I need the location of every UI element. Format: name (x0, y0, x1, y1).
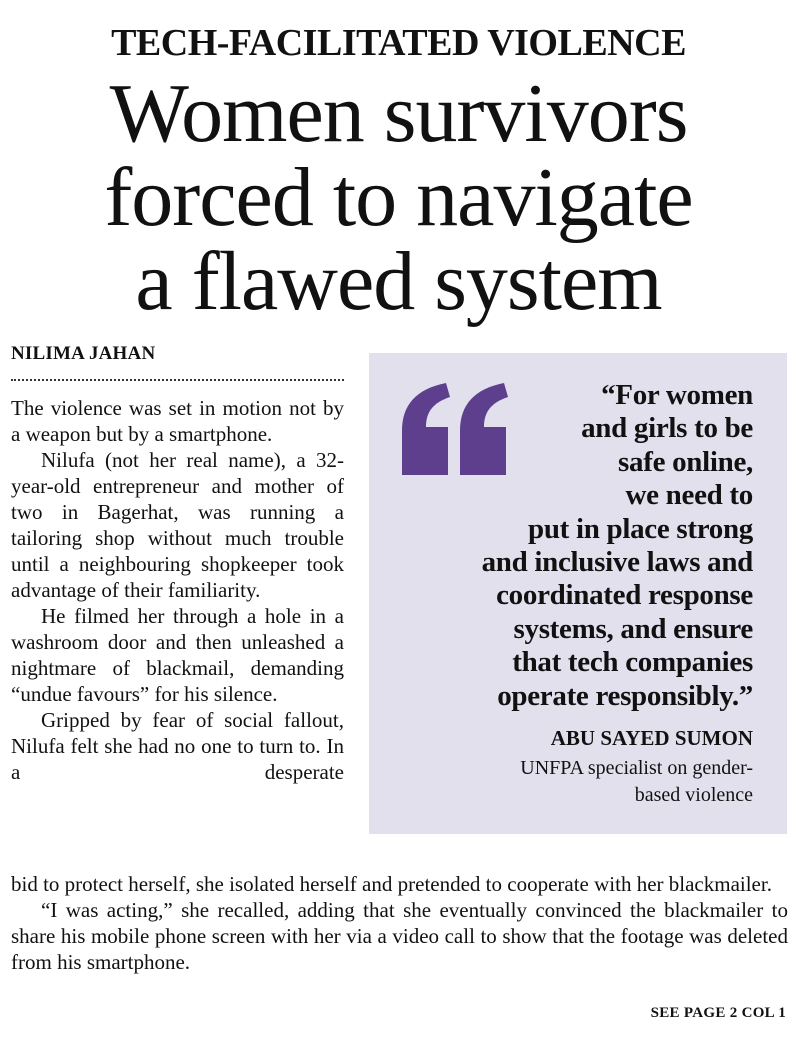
attribution-role-line: UNFPA specialist on gender- (520, 757, 753, 779)
headline-line-1: Women survivors (109, 67, 688, 160)
quote-line: that tech companies (512, 646, 753, 679)
byline: NILIMA JAHAN (11, 343, 156, 364)
body-full-width (11, 871, 788, 975)
quote-line: coordinated response (496, 579, 753, 612)
paragraph: bid to protect herself, she isolated herself and pretended to cooperate with her blackmailer. (11, 872, 772, 896)
quote-line: and girls to be (581, 412, 753, 445)
pull-quote-text (393, 379, 753, 713)
quote-attribution-role (413, 755, 753, 809)
attribution-role-line: based violence (634, 784, 753, 806)
headline (0, 67, 797, 328)
paragraph: “I was acting,” she recalled, adding that she eventually convinced the blackmailer to share his mobile phone screen with her via a video call to show that the footage was deleted from his smartphone. (11, 898, 788, 974)
quote-attribution-name: ABU SAYED SUMON (550, 726, 753, 750)
quote-line: systems, and ensure (513, 612, 753, 645)
pull-quote-box (369, 353, 787, 834)
quote-line: safe online, (618, 445, 753, 478)
headline-line-2: forced to navigate (104, 151, 693, 244)
continuation-link[interactable]: SEE PAGE 2 COL 1 (650, 1005, 786, 1021)
body-column (11, 395, 344, 785)
section-kicker: TECH-FACILITATED VIOLENCE (111, 22, 686, 64)
quote-line: we need to (625, 479, 753, 512)
byline-divider (11, 379, 344, 381)
paragraph: Gripped by fear of social fallout, Nilufa felt she had no one to turn to. In a desperate (11, 708, 344, 784)
quote-line: “For women (601, 379, 753, 411)
paragraph: The violence was set in motion not by a weapon but by a smartphone. (11, 396, 344, 446)
quote-line: operate responsibly.” (497, 679, 753, 712)
headline-line-3: a flawed system (135, 235, 662, 328)
quote-line: put in place strong (528, 512, 753, 545)
quote-line: and inclusive laws and (481, 546, 753, 579)
paragraph: Nilufa (not her real name), a 32-year-old entrepreneur and mother of two in Bagerhat, was running a tailoring shop without much trouble until a neighbouring shopkeeper took advantage of their familiarity. (11, 448, 344, 602)
paragraph: He filmed her through a hole in a washroom door and then unleashed a nightmare of blackmail, demanding “undue favours” for his silence. (11, 604, 344, 706)
